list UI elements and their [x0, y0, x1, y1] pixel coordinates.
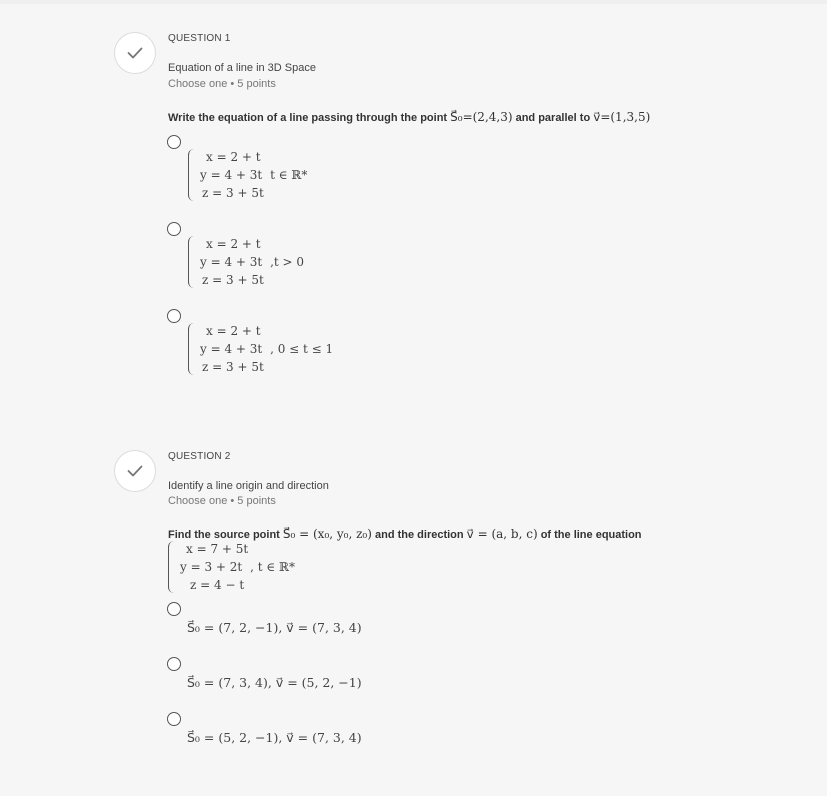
- condition: , t ∈ ℝ*: [250, 560, 296, 574]
- equation-y: y = 4 + 3t: [200, 255, 263, 269]
- equation-z: z = 3 + 5t: [202, 273, 264, 287]
- equation-y: y = 4 + 3t: [200, 342, 263, 356]
- condition: t ∈ ℝ*: [270, 168, 308, 182]
- prompt-vector: v⃗ = (a, b, c): [466, 527, 538, 541]
- line-equation-system: [168, 540, 295, 594]
- question-title: Identify a line origin and direction: [168, 480, 329, 492]
- option-1-system: [188, 148, 307, 202]
- question-prompt: [168, 110, 650, 124]
- question-label: QUESTION 2: [168, 451, 231, 462]
- brace: [188, 323, 196, 375]
- option-2-radio[interactable]: [167, 222, 181, 236]
- brace: [168, 541, 176, 593]
- equation-z: z = 4 − t: [190, 578, 245, 592]
- question-title: Equation of a line in 3D Space: [168, 62, 316, 74]
- prompt-text: of the line equation: [537, 529, 642, 541]
- question-label: QUESTION 1: [168, 33, 231, 44]
- equation-x: x = 2 + t: [206, 150, 261, 164]
- option-3-radio[interactable]: [167, 712, 181, 726]
- option-1-radio[interactable]: [167, 602, 181, 616]
- prompt-point: S⃗₀ = (x₀, y₀, z₀): [282, 527, 372, 541]
- equation-y-row: [180, 558, 295, 576]
- prompt-text: and parallel to: [512, 112, 594, 124]
- top-bar: [0, 0, 827, 4]
- question-2-status: [114, 450, 156, 492]
- prompt-text: Write the equation of a line passing through the point: [168, 112, 451, 124]
- condition: ,t > 0: [270, 255, 305, 269]
- equation-x: x = 2 + t: [206, 324, 261, 338]
- equation-y: y = 4 + 3t: [200, 168, 263, 182]
- brace: [188, 236, 196, 288]
- option-1-radio[interactable]: [167, 135, 181, 149]
- condition: , 0 ≤ t ≤ 1: [270, 342, 334, 356]
- check-icon: [127, 47, 143, 59]
- equation-y-row: [200, 340, 333, 358]
- brace: [188, 149, 196, 201]
- option-2-radio[interactable]: [167, 657, 181, 671]
- prompt-point: S⃗₀=(2,4,3): [450, 110, 513, 124]
- equation-x: x = 2 + t: [206, 237, 261, 251]
- option-2-label: S⃗₀ = (7, 3, 4), v⃗ = (5, 2, −1): [187, 675, 362, 690]
- prompt-vector: v⃗=(1,3,5): [593, 110, 651, 124]
- option-2-system: [188, 235, 304, 289]
- question-meta: Choose one • 5 points: [168, 495, 276, 507]
- equation-z: z = 3 + 5t: [202, 186, 264, 200]
- option-3-label: S⃗₀ = (5, 2, −1), v⃗ = (7, 3, 4): [187, 730, 362, 745]
- option-3-system: [188, 322, 333, 376]
- equation-x: x = 7 + 5t: [186, 542, 249, 556]
- equation-y-row: [200, 253, 304, 271]
- option-3-radio[interactable]: [167, 309, 181, 323]
- option-1-label: S⃗₀ = (7, 2, −1), v⃗ = (7, 3, 4): [187, 620, 362, 635]
- check-icon: [127, 465, 143, 477]
- equation-z: z = 3 + 5t: [202, 360, 264, 374]
- question-prompt: [168, 527, 642, 541]
- equation-y: y = 3 + 2t: [180, 560, 243, 574]
- question-meta: Choose one • 5 points: [168, 78, 276, 90]
- equation-y-row: [200, 166, 307, 184]
- question-1-status: [114, 32, 156, 74]
- prompt-text: Find the source point: [168, 529, 283, 541]
- prompt-text: and the direction: [371, 529, 467, 541]
